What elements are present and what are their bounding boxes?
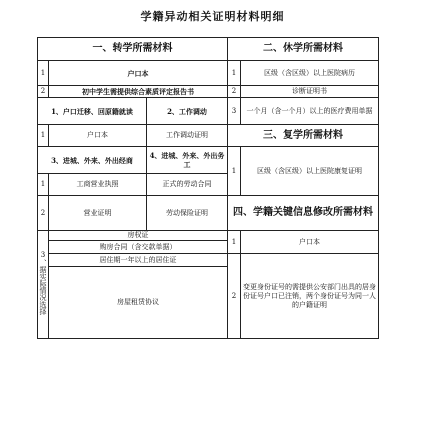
s1-r1-item: 户口本 bbox=[49, 61, 228, 86]
s1-r7-num: 2 bbox=[38, 196, 49, 231]
s1-r4-num: 1 bbox=[38, 125, 49, 147]
section3-heading: 三、复学所需材料 bbox=[228, 125, 379, 147]
s1-r8-b: 购房合同（含交款单据） bbox=[49, 241, 228, 254]
s2-r3-item: 一个月（含一个月）以上的医疗费用单据 bbox=[241, 98, 379, 125]
section4-heading: 四、学籍关键信息修改所需材料 bbox=[228, 196, 379, 231]
s2-r1-num: 1 bbox=[228, 61, 241, 86]
s1-r8-side-label: 3、据实际情况选择 bbox=[38, 231, 49, 339]
s4-r2-item: 变更身份证号的需提供公安部门出具的居身份证号户口已注销，两个身份证号为同一人的户籍证明 bbox=[241, 254, 379, 339]
s1-r4-a: 户口本 bbox=[49, 125, 147, 147]
s1-r2-num: 2 bbox=[38, 86, 49, 98]
s1-r8-d: 房屋租赁协议 bbox=[49, 267, 228, 339]
s2-r1-item: 区级（含区级）以上医院病历 bbox=[241, 61, 379, 86]
s1-r4-b: 工作调动证明 bbox=[147, 125, 228, 147]
s1-r3-a: 1、户口迁移、回原籍就读 bbox=[38, 98, 147, 125]
section1-heading: 一、转学所需材料 bbox=[38, 38, 228, 61]
s1-r2-item: 初中学生需提供综合素质评定报告书 bbox=[49, 86, 228, 98]
s1-r8-a: 房权证 bbox=[49, 231, 228, 241]
s1-r6-a: 工商营业执照 bbox=[49, 174, 147, 196]
s2-r3-num: 3 bbox=[228, 98, 241, 125]
s1-r5-b: 4、进城、外来、外出务工 bbox=[147, 147, 228, 174]
s1-r8-c: 居住期一年以上的居住证 bbox=[49, 254, 228, 267]
s2-r2-item: 诊断证明书 bbox=[241, 86, 379, 98]
s1-r3-b: 2、工作调动 bbox=[147, 98, 228, 125]
s1-r6-num: 1 bbox=[38, 174, 49, 196]
s1-r7-b: 劳动保险证明 bbox=[147, 196, 228, 231]
s2-r2-num: 2 bbox=[228, 86, 241, 98]
s3-r1-num: 1 bbox=[228, 147, 241, 196]
s4-r1-item: 户口本 bbox=[241, 231, 379, 254]
document-title: 学籍异动相关证明材料明细 bbox=[140, 10, 285, 23]
s1-r5-a: 3、进城、外来、外出经商 bbox=[38, 147, 147, 174]
s1-r1-num: 1 bbox=[38, 61, 49, 86]
s3-r1-item: 区级（含区级）以上医院康复证明 bbox=[241, 147, 379, 196]
section2-heading: 二、休学所需材料 bbox=[228, 38, 379, 61]
s1-r6-b: 正式的劳动合同 bbox=[147, 174, 228, 196]
s1-r7-a: 营业证明 bbox=[49, 196, 147, 231]
s4-r2-num: 2 bbox=[228, 254, 241, 339]
s4-r1-num: 1 bbox=[228, 231, 241, 254]
materials-table bbox=[37, 37, 379, 339]
